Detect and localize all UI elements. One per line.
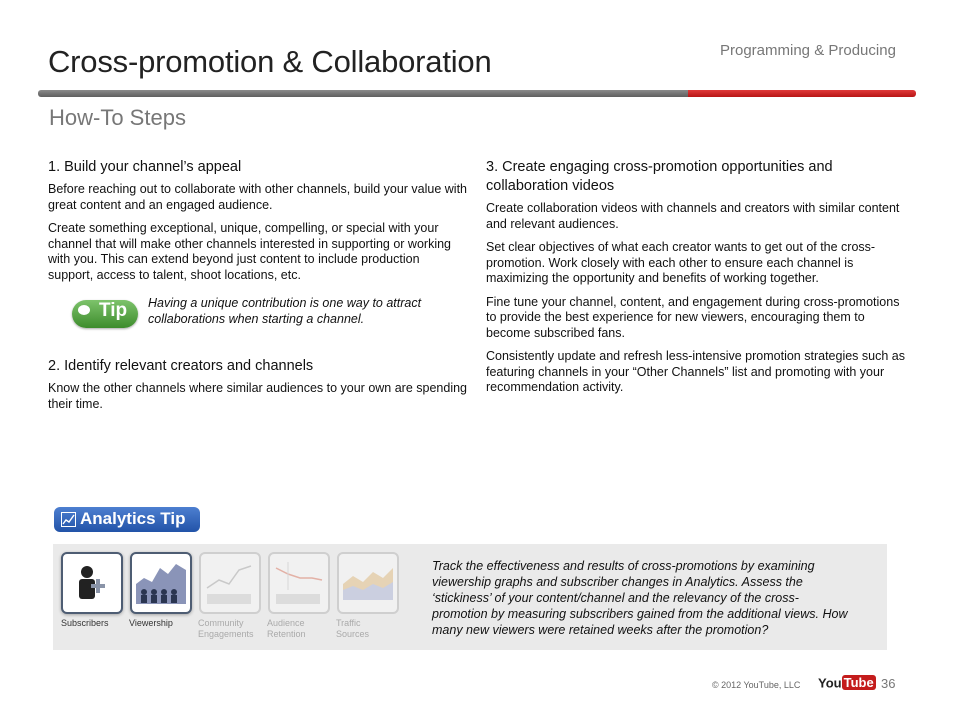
tip-badge bbox=[72, 300, 138, 328]
analytics-tip-label: Analytics Tip bbox=[80, 509, 186, 528]
section-label: Programming & Producing bbox=[720, 42, 896, 59]
title-divider-red bbox=[688, 90, 916, 97]
step3-paragraph-4: Consistently update and refresh less-intensive promotion strategies such as featuring channels in your “Other Channels” list and promoting with your recommendation activity. bbox=[486, 349, 905, 394]
traffic-sources-label bbox=[336, 618, 369, 640]
community-engagements-label-line2: Engagements bbox=[198, 629, 254, 639]
right-column bbox=[486, 158, 906, 404]
page-number: 36 bbox=[881, 676, 896, 691]
subscribers-label: Subscribers bbox=[61, 618, 109, 628]
tip-text: Having a unique contribution is one way to attract collaborations when starting a channel. bbox=[148, 296, 422, 326]
left-column bbox=[48, 158, 468, 420]
audience-retention-icon bbox=[268, 552, 330, 614]
step3-paragraph-2: Set clear objectives of what each creator wants to get out of the cross-promotion. Work closely with each other to ensure each channel is maximizing the opportunity and benefits of working together. bbox=[486, 240, 876, 285]
viewership-label: Viewership bbox=[129, 618, 173, 628]
step1-paragraph-2: Create something exceptional, unique, compelling, or special with your channel that will make other channels interested in supporting or working with you. This can extend beyond just content to include production support, access to talent, shoot locations, etc. bbox=[48, 221, 452, 282]
title-divider-gray bbox=[38, 90, 688, 97]
step1-paragraph-1: Before reaching out to collaborate with other channels, build your value with great content and an engaged audience. bbox=[48, 182, 468, 212]
community-engagements-icon bbox=[199, 552, 261, 614]
youtube-logo bbox=[818, 674, 876, 692]
analytics-panel bbox=[53, 544, 887, 650]
speech-bubble-icon bbox=[78, 305, 90, 315]
step1-heading: 1. Build your channel’s appeal bbox=[48, 159, 242, 175]
viewership-icon bbox=[130, 552, 192, 614]
step3-paragraph-3: Fine tune your channel, content, and engagement during cross-promotions to provide the best experience for new viewers, encouraging them to become subscribed fans. bbox=[486, 294, 900, 340]
audience-retention-label-line2: Retention bbox=[267, 629, 306, 639]
copyright-text: © 2012 YouTube, LLC bbox=[712, 680, 801, 690]
community-engagements-label-line1: Community bbox=[198, 618, 244, 628]
tip-box bbox=[48, 295, 468, 339]
subscribers-icon bbox=[61, 552, 123, 614]
audience-retention-label bbox=[267, 618, 306, 640]
traffic-sources-label-line1: Traffic bbox=[336, 618, 361, 628]
analytics-tip-badge bbox=[54, 507, 200, 532]
community-engagements-label bbox=[198, 618, 254, 640]
audience-retention-label-line1: Audience bbox=[267, 618, 305, 628]
traffic-sources-label-line2: Sources bbox=[336, 629, 370, 639]
traffic-sources-icon bbox=[337, 552, 399, 614]
youtube-logo-tube: Tube bbox=[843, 675, 874, 691]
tip-badge-label: Tip bbox=[99, 300, 128, 321]
youtube-logo-you: You bbox=[818, 675, 842, 691]
line-chart-icon bbox=[61, 512, 76, 527]
analytics-tip-text: Track the effectiveness and results of cross-promotions by examining viewership graphs and subscriber changes in Analytics. Assess the ‘stickiness’ of your content/channel and the relevancy of the cross-promotion by measuring subscribers gained from the additional views. How many new viewers were retained weeks after the promotion? bbox=[432, 559, 848, 637]
step3-paragraph-1: Create collaboration videos with channels and creators with similar content and relevant audiences. bbox=[486, 201, 900, 231]
step3-heading: 3. Create engaging cross-promotion opportunities and collaboration videos bbox=[486, 159, 833, 194]
step2-paragraph-1: Know the other channels where similar audiences to your own are spending their time. bbox=[48, 381, 467, 411]
step2-heading: 2. Identify relevant creators and channels bbox=[48, 358, 314, 374]
page-subtitle: How-To Steps bbox=[49, 105, 186, 130]
page-title: Cross-promotion & Collaboration bbox=[48, 44, 492, 79]
